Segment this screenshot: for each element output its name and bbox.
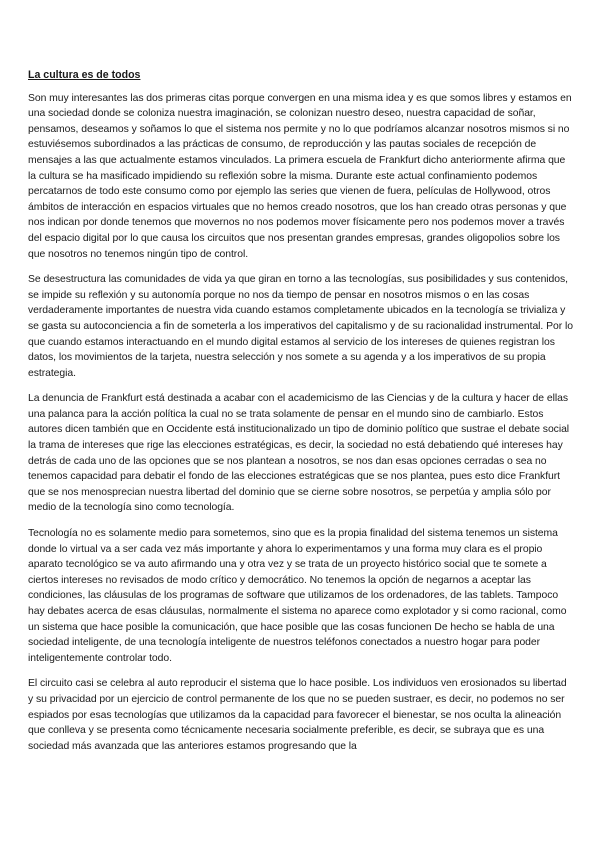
paragraph-3: La denuncia de Frankfurt está destinada a acabar con el academicismo de las Ciencias y de la cultura y hacer de ellas una palanca para la acción política la cual no se trata solamente de pensar en el mundo sino de cambiarlo. Estos autores dicen también que en Occidente está institucionalizado un tipo de dominio político que sustrae el debate social la trama de intereses que rige las elecciones estratégicas, es decir, la sociedad no está debatiendo qué intereses hay detrás de cada uno de las opciones que se nos plantean a nosotros, se nos dan esas opciones cerradas o sea no tenemos capacidad para debatir el fondo de las elecciones estratégicas que se nos plantea, pues esto dice Frankfurt que se nos menosprecian nuestra libertad del dominio que se cierne sobre nosotros, se perpetúa y amplia sólo por medio de la tecnología sino como tecnología. xyxy=(28,393,570,514)
paragraph-4: Tecnología no es solamente medio para sometemos, sino que es la propia finalidad del sistema tenemos un sistema donde lo virtual va a ser cada vez más importante y ahora lo experimentamos y una forma muy clara es el propio aparato tecnológico se va auto afirmando una y otra vez y se trata de un proyecto histórico social que te somete a ciertos intereses no revisados de modo crítico y democrático. No tenemos la opción de negarnos a aceptar las condiciones, las cláusulas de los programas de software que utilizamos de los ordenadores, de las tablets. Tampoco hay debates acerca de esas cláusulas, normalmente el sistema no aparece como explotador y si como racional, como un sistema que hace posible la comunicación, que hace posible que las cosas funcionen De hecho se habla de una sociedad inteligente, de una tecnología inteligente de nuestros teléfonos conectados a nuestro hogar para poder inteligentemente controlar todo. xyxy=(28,528,567,664)
paragraph-2: Se desestructura las comunidades de vida ya que giran en torno a las tecnologías, sus posibilidades y sus contenidos, se impide su reflexión y su autonomía porque no nos da tiempo de pensar en nosotros mismos o en las cosas verdaderamente importantes de nuestra vida cuando estamos completamente ubicados en la tecnología se trivializa y se gasta su autoconciencia a fin de someterla a los imperativos del capitalismo y de su racionalidad instrumental. Por lo que cuando estamos interactuando en el mundo digital estamos al servicio de los intereses de quienes registran los datos, los movimientos de la tarjeta, nuestra selección y nos somete a su agenda y a los imperativos de su propia estrategia. xyxy=(28,274,573,379)
paragraph-5: El circuito casi se celebra al auto reproducir el sistema que lo hace posible. Los individuos ven erosionados su libertad y su privacidad por un ejercicio de control permanente de los que no se pueden sustraer, es decir, no podemos no ser espiados por esas tecnologías que utilizamos da la capacidad para favorecer el bienestar, se nos oculta la alineación que conlleva y se presenta como técnicamente necesaria socialmente preferible, es decir, se subraya que es una sociedad más avanzada que las anteriores estamos progresando que la xyxy=(28,678,567,752)
document-title: La cultura es de todos xyxy=(28,69,141,81)
document-page xyxy=(28,68,574,764)
paragraph-1: Son muy interesantes las dos primeras citas porque convergen en una misma idea y es que somos libres y estamos en una sociedad donde se coloniza nuestra imaginación, se colonizan nuestro deseo, nuestra capacidad de soñar, pensamos, deseamos y soñamos lo que el sistema nos permite y no lo que podríamos alcanzar nosotros mismos si no estuviésemos subordinados a las prácticas de consumo, de reproducción y las pautas sociales de recepción de mensajes a las que actualmente estamos vinculados. La primera escuela de Frankfurt dicho anteriormente afirma que la cultura se ha masificado impidiendo su reflexión sobre la misma. Durante este actual confinamiento podemos percatarnos de todo este consumo como por ejemplo las series que vienen de fuera, películas de Hollywood, otros ámbitos de interacción en espacios virtuales que no hemos creado nosotros, que los han creado otras personas y que nos indican por donde tenemos que movernos no nos podemos mover físicamente pero nos podemos mover a través del espacio digital por lo que causa los circuitos que nos presentan grandes empresas, grandes oligopolios sobre los que nosotros no tenemos ningún tipo de control. xyxy=(28,92,572,260)
